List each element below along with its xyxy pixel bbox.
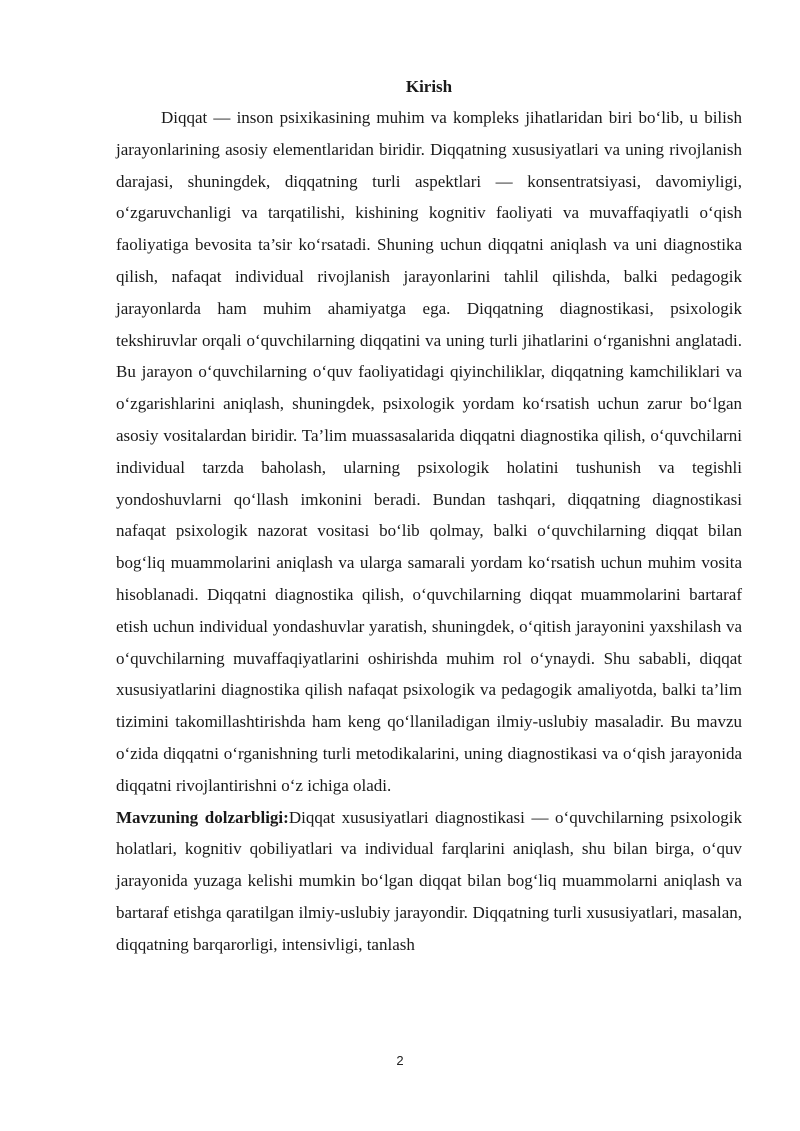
- intro-paragraph: Diqqat — inson psixikasining muhim va kompleks jihatlaridan biri bo‘lib, u bilish jarayonlarining asosiy elementlaridan biridir. Diqqatning xususiyatlari va uning rivojlanish darajasi, shuningdek, diqqatning turli aspektlari — konsentratsiyasi, davomiyligi, o‘zgaruvchanligi va tarqatilishi, kishining kognitiv faoliyati va muvaffaqiyatli o‘qish faoliyatiga bevosita ta’sir ko‘rsatadi. Shuning uchun diqqatni aniqlash va uni diagnostika qilish, nafaqat individual rivojlanish jarayonlarini tahlil qilishda, balki pedagogik jarayonlarda ham muhim ahamiyatga ega. Diqqatning diagnostikasi, psixologik tekshiruvlar orqali o‘quvchilarning diqqatini va uning turli jihatlarini o‘rganishni anglatadi. Bu jarayon o‘quvchilarning o‘quv faoliyatidagi qiyinchiliklar, diqqatning kamchiliklari va o‘zgarishlarini aniqlash, shuningdek, psixologik yordam ko‘rsatish uchun zarur bo‘lgan asosiy vositalardan biridir. Ta’lim muassasalarida diqqatni diagnostika qilish, o‘quvchilarni individual tarzda baholash, ularning psixologik holatini tushunish va tegishli yondoshuvlarni qo‘llash imkonini beradi. Bundan tashqari, diqqatning diagnostikasi nafaqat psixologik nazorat vositasi bo‘lib qolmay, balki o‘quvchilarning diqqat bilan bog‘liq muammolarini aniqlash va ularga samarali yordam ko‘rsatish uchun muhim vosita hisoblanadi. Diqqatni diagnostika qilish, o‘quvchilarning diqqat muammolarini bartaraf etish uchun individual yondashuvlar yaratish, shuningdek, o‘qitish jarayonini yaxshilash va o‘quvchilarning muvaffaqiyatlarini oshirishda muhim rol o‘ynaydi. Shu sababli, diqqat xususiyatlarini diagnostika qilish nafaqat psixologik va pedagogik amaliyotda, balki ta’lim tizimini takomillashtirishda ham keng qo‘llaniladigan ilmiy-uslubiy masaladir. Bu mavzu o‘zida diqqatni o‘rganishning turli metodikalarini, uning diagnostikasi va o‘qish jarayonida diqqatni rivojlantirishni o‘z ichiga oladi.: [116, 108, 742, 795]
- relevance-heading: Mavzuning dolzarbligi:: [116, 807, 289, 827]
- relevance-paragraph: [116, 802, 742, 961]
- page-number: 2: [396, 1053, 404, 1068]
- document-page: [116, 72, 742, 961]
- relevance-text: Diqqat xususiyatlari diagnostikasi — o‘quvchilarning psixologik holatlari, kognitiv qobiliyatlari va individual farqlarini aniqlash, shu bilan birga, o‘quv jarayonida yuzaga kelishi mumkin bo‘lgan diqqat bilan bog‘liq muammolarni aniqlash va bartaraf etishga qaratilgan ilmiy-uslubiy jarayondir. Diqqatning turli xususiyatlari, masalan, diqqatning barqarorligi, intensivligi, tanlash: [116, 807, 742, 954]
- section-title: Kirish: [405, 77, 453, 96]
